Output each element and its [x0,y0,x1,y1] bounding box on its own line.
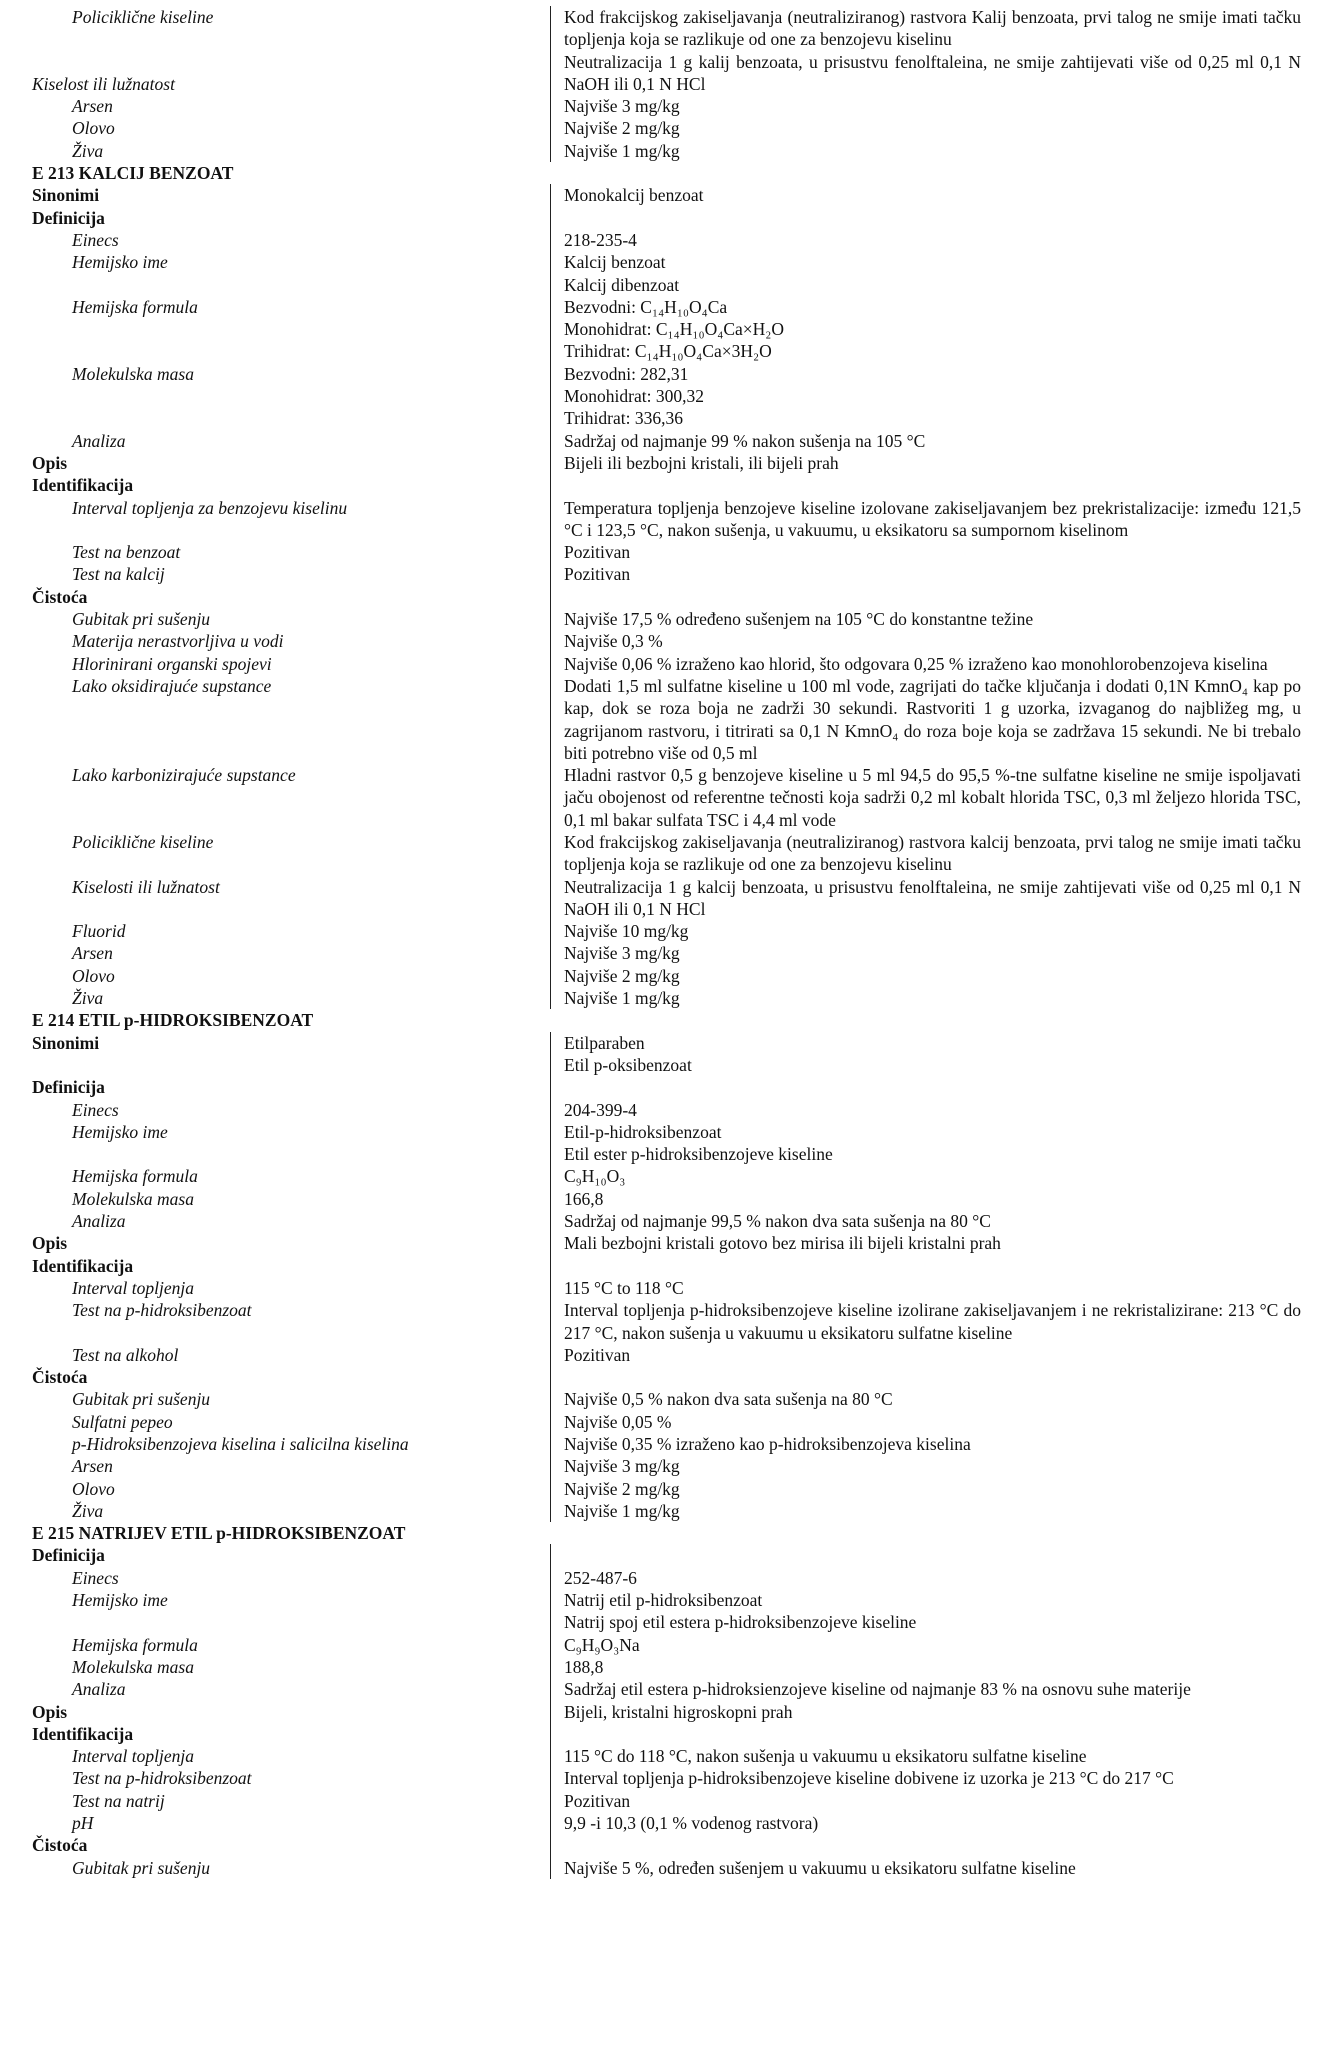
spec-label: Živa [72,140,104,161]
section-heading [32,1009,1302,1031]
spec-label: Olovo [72,1478,115,1499]
spec-value-line: Najviše 2 mg/kg [564,1478,680,1499]
spec-label: Gubitak pri sušenju [72,1857,211,1878]
spec-label: Kiselosti ili lužnatost [72,876,220,897]
spec-row-hemijska-formula [32,296,1302,363]
spec-value [550,207,1301,229]
spec-label: Test na natrij [72,1790,165,1811]
spec-value-line: Kalcij benzoat [564,252,666,273]
spec-label: pH [72,1813,94,1834]
spec-label: Gubitak pri sušenju [72,609,211,630]
spec-row-ziva [32,140,1302,162]
spec-value-line: Pozitivan [564,1790,631,1811]
spec-value-line: 252-487-6 [564,1567,637,1588]
spec-value [550,1790,1301,1812]
spec-row-opis [32,452,1302,474]
spec-value [550,987,1301,1009]
spec-value [550,1032,1301,1077]
spec-value [550,1634,1301,1656]
spec-value-line: Bijeli, kristalni higroskopni prah [564,1701,793,1722]
spec-value [550,1589,1301,1634]
spec-row-ziva [32,1500,1302,1522]
spec-value [550,1433,1301,1455]
spec-label: Sinonimi [32,1032,100,1053]
spec-row-identifikacija [32,1255,1302,1277]
spec-value-line: Neutralizacija 1 g kalcij benzoata, u prisustvu fenolftaleina, ne smije zahtijevati više od 0,25 ml 0,1 N NaOH ili 0,1 N HCl [564,876,1301,919]
spec-label: Test na benzoat [72,542,181,563]
spec-value [550,1299,1301,1344]
spec-row-sinonimi [32,184,1302,206]
spec-row-test-na-benzoat [32,541,1302,563]
spec-label: Kiselost ili lužnatost [32,73,175,94]
spec-value [550,831,1301,876]
spec-row-identifikacija [32,1723,1302,1745]
spec-label: Hemijska formula [72,1166,198,1187]
spec-label: Živa [72,1500,104,1521]
spec-value-line: Najviše 10 mg/kg [564,921,689,942]
spec-value-line: Kod frakcijskog zakiseljavanja (neutraliziranog) rastvora Kalij benzoata, prvi talog ne smije imati tačku topljenja koja se razlikuje od one za benzojevu kiselinu [564,7,1301,50]
spec-value-line: Trihidrat: C₁₄H₁₀O₄Ca×3H₂O [564,341,772,362]
spec-row-hemijsko-ime [32,1589,1302,1634]
spec-label: Analiza [72,430,126,451]
spec-value [550,1188,1301,1210]
spec-row-molekulska-masa [32,1656,1302,1678]
spec-value-line: Najviše 0,05 % [564,1411,672,1432]
spec-value-line: Pozitivan [564,564,631,585]
spec-label: Analiza [72,1679,126,1700]
spec-value-line: Najviše 1 mg/kg [564,1500,680,1521]
spec-label: Hemijsko ime [72,1121,168,1142]
spec-value-line: C₉H₁₀O₃ [564,1166,626,1187]
spec-label: Analiza [72,1211,126,1232]
spec-row-analiza [32,430,1302,452]
spec-value-line: Pozitivan [564,542,631,563]
spec-value-line: Natrij etil p-hidroksibenzoat [564,1590,763,1611]
spec-row-cistoca [32,586,1302,608]
spec-value-line: Sadržaj od najmanje 99 % nakon sušenja na 105 °C [564,430,926,451]
spec-row-olovo [32,117,1302,139]
spec-value-line: Dodati 1,5 ml sulfatne kiseline u 100 ml vode, zagrijati do tačke ključanja i dodati 0,1N KmnO₄ kap po kap, dok se roza boja ne zadrži 30 sekundi. Rastvoriti 1 g uzorka, izvaganog do najbližeg mg, u zagrijanom rastvoru, i titrirati sa 0,1 N KmnO₄ do roza boje koja se zadržava 15 sekundi. Ne bi trebalo biti potrebno više od 0,5 ml [564,675,1301,763]
spec-value [550,51,1301,96]
spec-label: Olovo [72,965,115,986]
spec-row-fluorid [32,920,1302,942]
spec-row-definicija [32,1076,1302,1098]
spec-value [550,1678,1301,1700]
spec-value [550,1210,1301,1232]
spec-row-gubitak-pri-susenju [32,608,1302,630]
spec-value-line: Najviše 5 %, određen sušenjem u vakuumu u eksikatoru sulfatne kiseline [564,1857,1076,1878]
spec-row-lako-oksidirajuce-supstance [32,675,1302,764]
spec-row-hemijska-formula [32,1634,1302,1656]
spec-row-einecs [32,1099,1302,1121]
spec-value-line: Interval topljenja p-hidroksibenzojeve kiseline izolirane zakiseljavanjem i ne rekristalizirane: 213 °C do 217 °C, nakon sušenja u vakuumu u eksikatoru sulfatne kiseline [564,1300,1301,1343]
spec-row-p-hidroksibenzojeva-kiselina-i-salicilna-kiselina [32,1433,1302,1455]
spec-label: Hemijska formula [72,296,198,317]
spec-label: Arsen [72,943,113,964]
spec-value [550,1076,1301,1098]
spec-value-line: Najviše 2 mg/kg [564,118,680,139]
spec-value [550,1121,1301,1166]
spec-row-opis [32,1701,1302,1723]
spec-row-analiza [32,1210,1302,1232]
spec-row-hemijsko-ime [32,1121,1302,1166]
spec-label: Definicija [32,207,105,228]
spec-value [550,1745,1301,1767]
spec-value-line: Najviše 0,3 % [564,631,663,652]
spec-row-ziva [32,987,1302,1009]
spec-label: Lako karbonizirajuće supstance [72,765,296,786]
spec-row-hlorinirani-organski-spojevi [32,653,1302,675]
spec-value [550,1277,1301,1299]
section-title: E 215 NATRIJEV ETIL p-HIDROKSIBENZOAT [32,1523,406,1544]
spec-value-line: Etil p-oksibenzoat [564,1054,692,1075]
spec-value [550,608,1301,630]
spec-label: Einecs [72,1099,119,1120]
spec-label: Materija nerastvorljiva u vodi [72,631,284,652]
spec-label: Opis [32,452,68,473]
spec-value [550,296,1301,363]
spec-row-test-na-natrij [32,1790,1302,1812]
spec-row-identifikacija [32,474,1302,496]
spec-value [550,1812,1301,1834]
spec-value [550,430,1301,452]
spec-value [550,1567,1301,1589]
spec-value-line: Pozitivan [564,1344,631,1365]
spec-row-kiselost-ili-luznatost [32,51,1302,96]
spec-label: Identifikacija [32,475,134,496]
spec-row-olovo [32,1478,1302,1500]
spec-value [550,474,1301,496]
spec-value-line: Kod frakcijskog zakiseljavanja (neutraliziranog) rastvora kalcij benzoata, prvi talog ne smije imati tačku topljenja koja se razlikuje od one za benzojevu kiselinu [564,831,1301,875]
spec-value-line: Najviše 0,06 % izraženo kao hlorid, što odgovara 0,25 % izraženo kao monohlorobenzojeva kiselina [564,653,1268,674]
spec-row-cistoca [32,1834,1302,1856]
spec-row-definicija [32,1544,1302,1566]
spec-value [550,942,1301,964]
spec-label: Definicija [32,1077,105,1098]
spec-label: Čistoća [32,1367,88,1388]
spec-row-lako-karbonizirajuce-supstance [32,764,1302,831]
spec-label: Lako oksidirajuće supstance [72,675,272,696]
spec-label: Opis [32,1701,68,1722]
section-heading [32,162,1302,184]
spec-value [550,920,1301,942]
spec-value-line: Etilparaben [564,1032,645,1053]
spec-row-olovo [32,965,1302,987]
spec-value-line: Etil ester p-hidroksibenzojeve kiseline [564,1144,833,1165]
spec-row-analiza [32,1678,1302,1700]
spec-label: Čistoća [32,1835,88,1856]
spec-value-line: Bijeli ili bezbojni kristali, ili bijeli prah [564,452,839,473]
spec-value [550,452,1301,474]
spec-value [550,764,1301,831]
spec-value-line: Najviše 0,5 % nakon dva sata sušenja na 80 °C [564,1389,893,1410]
spec-value [550,1344,1301,1366]
spec-value-line: 166,8 [564,1188,604,1209]
spec-value [550,1857,1301,1879]
spec-value [550,586,1301,608]
spec-label: Test na p-hidroksibenzoat [72,1768,252,1789]
spec-value-line: 218-235-4 [564,229,637,250]
spec-value [550,1255,1301,1277]
spec-row-sulfatni-pepeo [32,1411,1302,1433]
spec-value-line: Mali bezbojni kristali gotovo bez mirisa ili bijeli kristalni prah [564,1233,1001,1254]
spec-value [550,1701,1301,1723]
spec-value-line: 188,8 [564,1656,604,1677]
spec-row-kiselosti-ili-luznatost [32,876,1302,921]
spec-row-gubitak-pri-susenju [32,1857,1302,1879]
spec-row-policiklicne-kiseline [32,831,1302,876]
spec-label: Hemijsko ime [72,1590,168,1611]
spec-value [550,876,1301,921]
spec-value-line: Kalcij dibenzoat [564,274,680,295]
spec-label: Einecs [72,229,119,250]
spec-value [550,117,1301,139]
spec-label: Test na kalcij [72,564,165,585]
spec-label: Živa [72,988,104,1009]
spec-value-line: Monohidrat: C₁₄H₁₀O₄Ca×H₂O [564,319,785,340]
spec-row-einecs [32,1567,1302,1589]
spec-value [550,6,1301,51]
spec-label: Sulfatni pepeo [72,1411,173,1432]
spec-label: Arsen [72,1456,113,1477]
spec-label: Test na alkohol [72,1344,179,1365]
spec-label: p-Hidroksibenzojeva kiselina i salicilna kiselina [72,1434,409,1454]
spec-value-line: C₉H₉O₃Na [564,1634,640,1655]
spec-row-interval-topljenja-za-benzojevu-kiselinu [32,497,1302,542]
spec-value-line: Interval topljenja p-hidroksibenzojeve kiseline dobivene iz uzorka je 213 °C do 217 °C [564,1768,1174,1789]
spec-value [550,1411,1301,1433]
spec-value-line: 204-399-4 [564,1099,637,1120]
spec-label: Hlorinirani organski spojevi [72,653,272,674]
spec-label: Policiklične kiseline [72,7,214,27]
spec-value [550,1232,1301,1254]
spec-value [550,563,1301,585]
spec-value [550,653,1301,675]
spec-value-line: Bezvodni: C₁₄H₁₀O₄Ca [564,296,728,317]
spec-value [550,675,1301,764]
spec-row-interval-topljenja [32,1277,1302,1299]
spec-row-test-na-alkohol [32,1344,1302,1366]
spec-value-line: Najviše 1 mg/kg [564,140,680,161]
spec-value [550,541,1301,563]
spec-label: Policiklične kiseline [72,831,214,852]
spec-value-line: Najviše 0,35 % izraženo kao p-hidroksibenzojeva kiselina [564,1434,971,1454]
spec-value-line: Najviše 3 mg/kg [564,1456,680,1477]
spec-row-opis [32,1232,1302,1254]
spec-label: Einecs [72,1567,119,1588]
spec-value [550,229,1301,251]
spec-row-test-na-p-hidroksibenzoat [32,1299,1302,1344]
spec-value-line: Monokalcij benzoat [564,185,704,206]
spec-row-sinonimi [32,1032,1302,1077]
spec-value [550,630,1301,652]
spec-value-line: Temperatura topljenja benzojeve kiseline izolovane zakiseljavanjem bez prekristalizacije: između 121,5 °C i 123,5 °C, nakon sušenja, u vakuumu, u eksikatoru sa sumpornom kiselinom [564,497,1301,540]
spec-value [550,1366,1301,1388]
spec-value-line: 115 °C do 118 °C, nakon sušenja u vakuumu u eksikatoru sulfatne kiseline [564,1746,1087,1767]
spec-label: Gubitak pri sušenju [72,1389,211,1410]
spec-row-cistoca [32,1366,1302,1388]
spec-value [550,363,1301,430]
spec-value [550,1455,1301,1477]
spec-value [550,1165,1301,1187]
spec-row-molekulska-masa [32,1188,1302,1210]
spec-row-materija-nerastvorljiva-u-vodi [32,630,1302,652]
spec-row-molekulska-masa [32,363,1302,430]
spec-value [550,965,1301,987]
spec-row-hemijska-formula [32,1165,1302,1187]
spec-label: Molekulska masa [72,1656,194,1677]
section-heading [32,1522,1302,1544]
spec-value-line: Najviše 3 mg/kg [564,96,680,117]
spec-value-line: Trihidrat: 336,36 [564,408,683,429]
spec-row-test-na-kalcij [32,563,1302,585]
section-title: E 214 ETIL p-HIDROKSIBENZOAT [32,1010,314,1031]
spec-value-line: Najviše 3 mg/kg [564,943,680,964]
spec-value [550,1767,1301,1789]
spec-label: Arsen [72,96,113,117]
spec-row-hemijsko-ime [32,251,1302,296]
spec-value [550,497,1301,542]
spec-value [550,140,1301,162]
spec-row-interval-topljenja [32,1745,1302,1767]
spec-label: Test na p-hidroksibenzoat [72,1300,252,1321]
spec-label: Definicija [32,1545,105,1566]
spec-value-line: Natrij spoj etil estera p-hidroksibenzojeve kiseline [564,1612,917,1633]
spec-value-line: Monohidrat: 300,32 [564,386,704,407]
spec-label: Olovo [72,118,115,139]
spec-label: Molekulska masa [72,363,194,384]
spec-label: Interval topljenja [72,1746,194,1767]
spec-value [550,1656,1301,1678]
spec-value [550,1099,1301,1121]
spec-row-test-na-p-hidroksibenzoat [32,1767,1302,1789]
spec-value-line: Hladni rastvor 0,5 g benzojeve kiseline u 5 ml 94,5 do 95,5 %-tne sulfatne kiseline ne smije ispoljavati jaču obojenost od referentne tečnosti koja sadrži 0,2 ml kobalt hlorida TSC, 0,3 ml željezo hlorida TSC, 0,1 ml bakar sulfata TSC i 4,4 ml vode [564,765,1301,830]
spec-label: Hemijska formula [72,1634,198,1655]
spec-row-arsen [32,942,1302,964]
spec-row-arsen [32,1455,1302,1477]
spec-value [550,1834,1301,1856]
spec-value [550,184,1301,206]
spec-label: Sinonimi [32,185,100,206]
spec-label: Identifikacija [32,1723,134,1744]
spec-value [550,1723,1301,1745]
spec-value [550,1478,1301,1500]
spec-label: Čistoća [32,586,88,607]
spec-value [550,95,1301,117]
spec-label: Identifikacija [32,1255,134,1276]
spec-row-ph [32,1812,1302,1834]
spec-row-arsen [32,95,1302,117]
spec-value [550,1388,1301,1410]
spec-label: Molekulska masa [72,1188,194,1209]
section-title: E 213 KALCIJ BENZOAT [32,163,234,184]
spec-label: Interval topljenja za benzojevu kiselinu [72,497,348,518]
spec-value-line: Najviše 1 mg/kg [564,988,680,1009]
spec-value-line: Sadržaj od najmanje 99,5 % nakon dva sata sušenja na 80 °C [564,1211,991,1232]
spec-row-policiklicne-kiseline [32,6,1302,51]
spec-value-line: Etil-p-hidroksibenzoat [564,1121,722,1142]
spec-value-line: Najviše 17,5 % određeno sušenjem na 105 °C do konstantne težine [564,609,1034,630]
spec-label: Hemijsko ime [72,252,168,273]
spec-row-einecs [32,229,1302,251]
specification-document [32,6,1302,1879]
spec-value [550,1500,1301,1522]
spec-label: Fluorid [72,921,126,942]
spec-value [550,251,1301,296]
spec-value-line: Bezvodni: 282,31 [564,363,689,384]
spec-row-gubitak-pri-susenju [32,1388,1302,1410]
spec-value-line: Najviše 2 mg/kg [564,965,680,986]
spec-value-line: Neutralizacija 1 g kalij benzoata, u prisustvu fenolftaleina, ne smije zahtijevati više od 0,25 ml 0,1 N NaOH ili 0,1 N HCl [564,51,1301,94]
spec-row-definicija [32,207,1302,229]
spec-value [550,1544,1301,1566]
spec-label: Opis [32,1233,68,1254]
spec-value-line: 9,9 -i 10,3 (0,1 % vodenog rastvora) [564,1813,819,1834]
spec-value-line: Sadržaj etil estera p-hidroksienzojeve kiseline od najmanje 83 % na osnovu suhe materije [564,1679,1191,1700]
spec-value-line: 115 °C to 118 °C [564,1277,684,1298]
spec-label: Interval topljenja [72,1277,194,1298]
